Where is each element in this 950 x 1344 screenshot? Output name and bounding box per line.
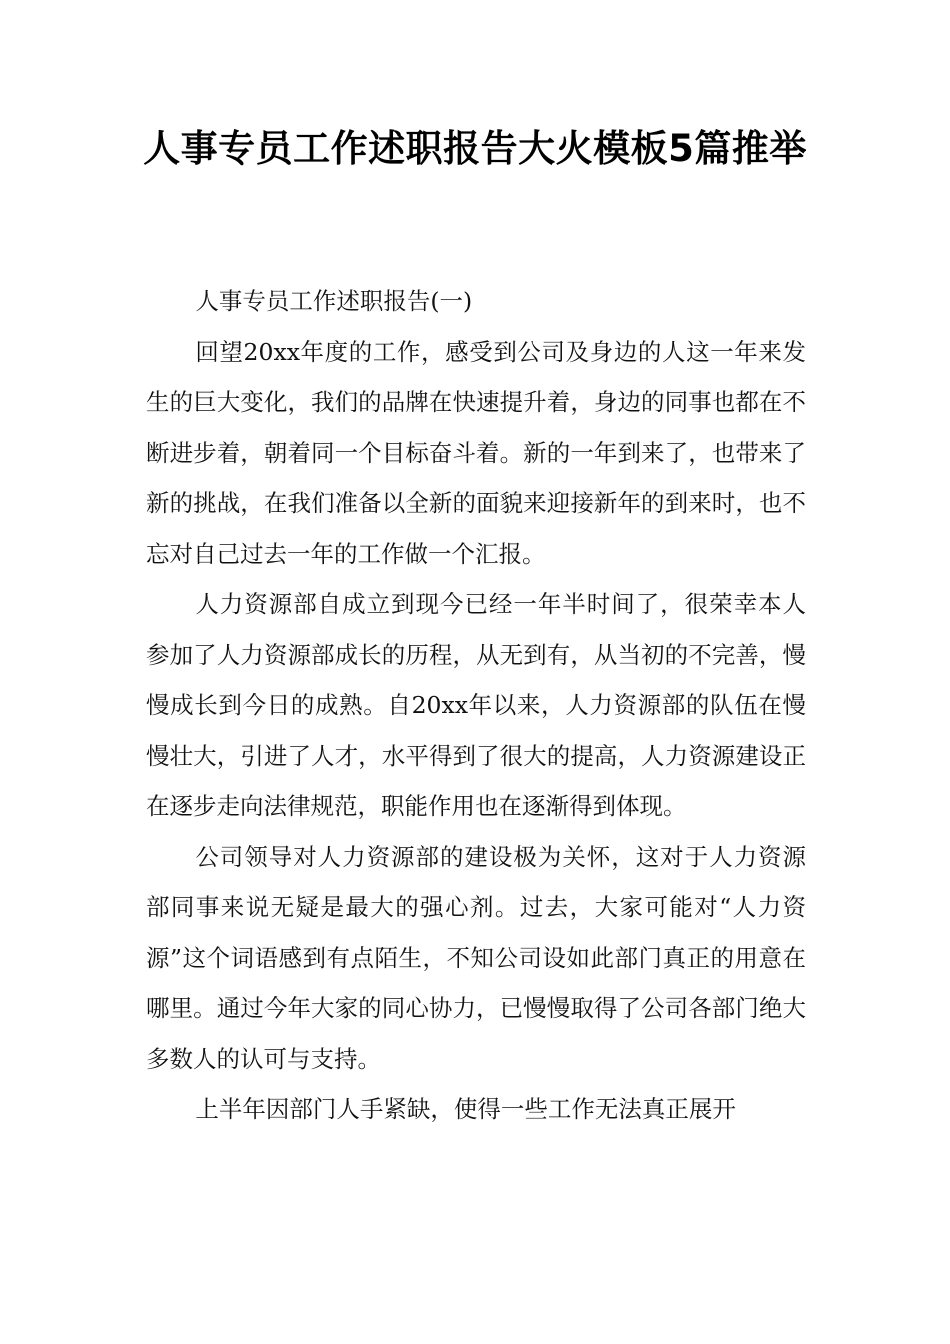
document-body: [146, 276, 806, 1135]
document-title: 人事专员工作述职报告大火模板5篇推举: [143, 127, 807, 170]
paragraph: 上半年因部门人手紧缺，使得一些工作无法真正展开: [195, 1095, 736, 1123]
section-heading: 人事专员工作述职报告(一): [195, 287, 473, 315]
paragraph: 人力资源部自成立到现今已经一年半时间了，很荣幸本人参加了人力资源部成长的历程，从无到有，从当初的不完善，慢慢成长到今日的成熟。自20xx年以来，人力资源部的队伍在慢慢壮大，引进了人才，水平得到了很大的提高，人力资源建设正在逐步走向法律规范，职能作用也在逐渐得到体现。: [146, 590, 806, 820]
paragraph: 公司领导对人力资源部的建设极为关怀，这对于人力资源部同事来说无疑是最大的强心剂。过去，大家可能对“人力资源”这个词语感到有点陌生，不知公司设如此部门真正的用意在哪里。通过今年大家的同心协力，已慢慢取得了公司各部门绝大多数人的认可与支持。: [146, 842, 806, 1073]
paragraph: 回望20xx年度的工作，感受到公司及身边的人这一年来发生的巨大变化，我们的品牌在快速提升着，身边的同事也都在不断进步着，朝着同一个目标奋斗着。新的一年到来了，也带来了新的挑战，在我们准备以全新的面貌来迎接新年的到来时，也不忘对自己过去一年的工作做一个汇报。: [146, 337, 806, 568]
